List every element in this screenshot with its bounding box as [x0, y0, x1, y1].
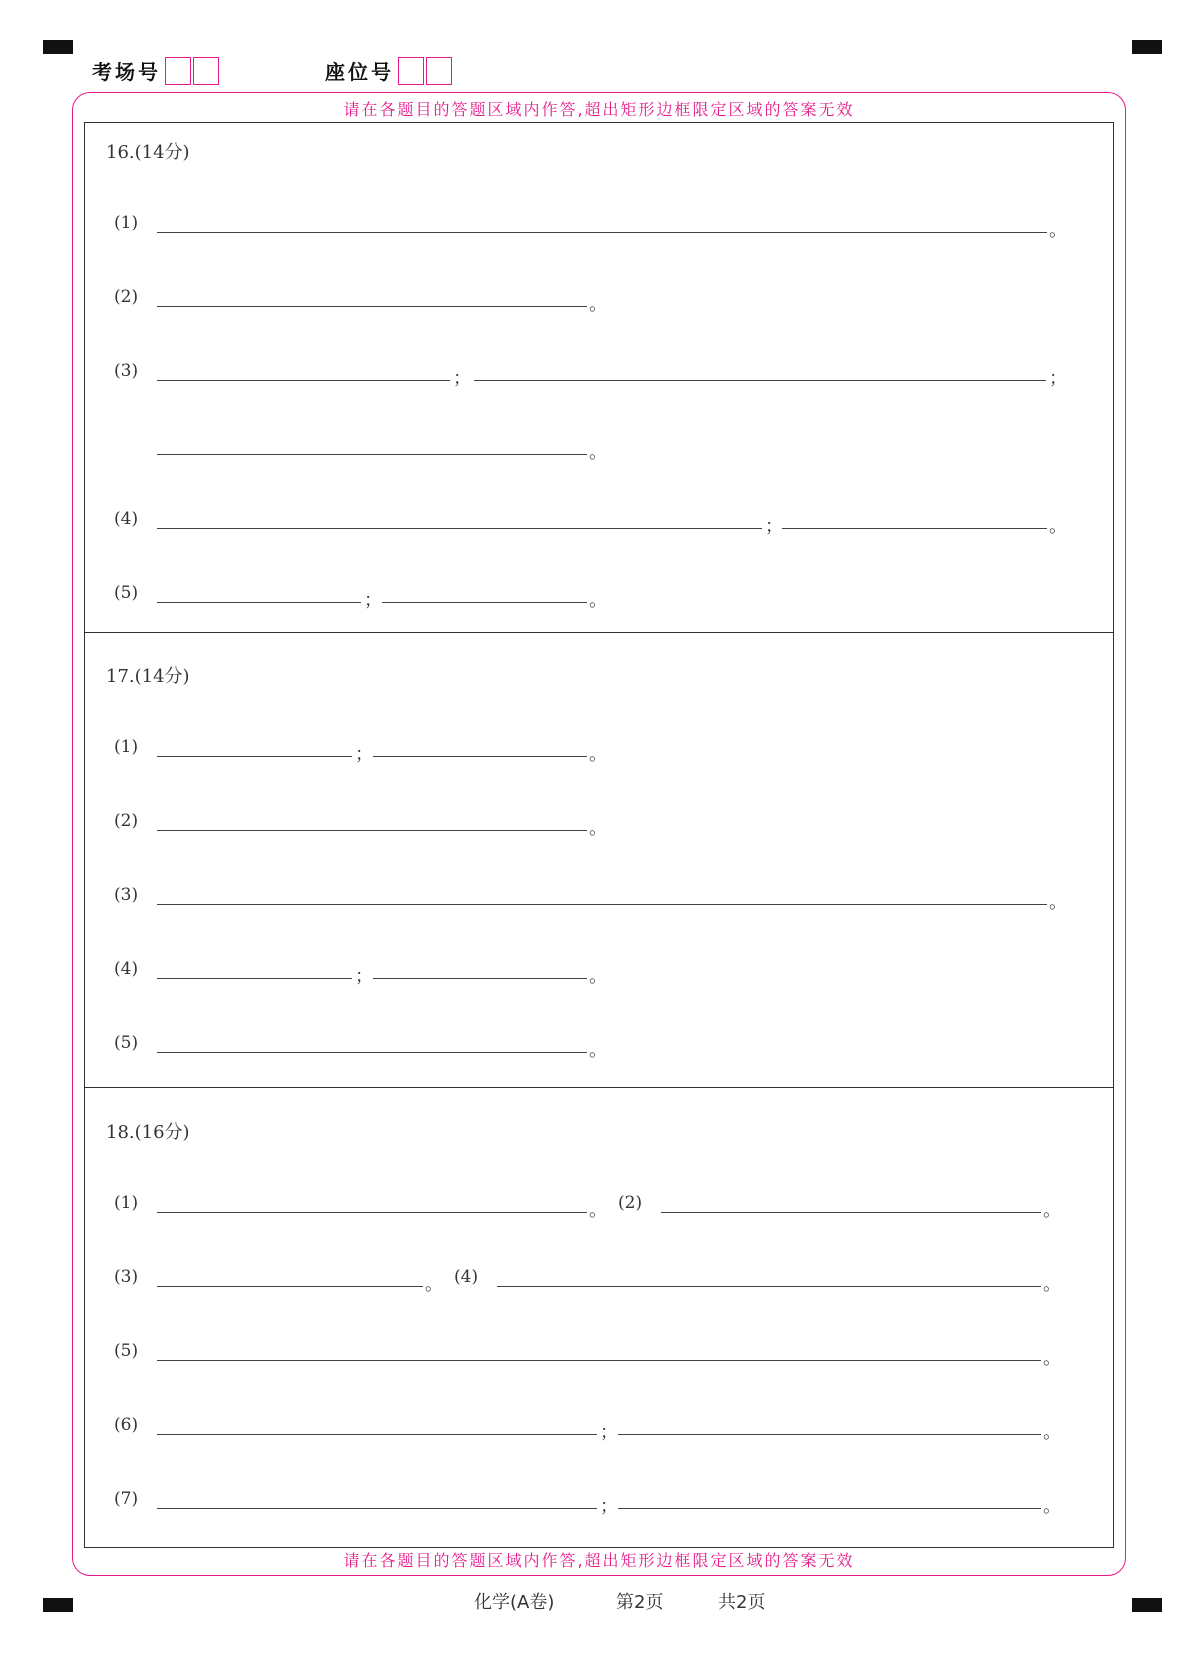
part-label: (3): [114, 885, 139, 905]
punctuation: ；: [355, 966, 373, 987]
answer-blank[interactable]: [618, 1508, 1041, 1509]
warning-top: 请在各题目的答题区域内作答,超出矩形边框限定区域的答案无效: [343, 100, 855, 119]
footer-subject: 化学(A卷): [474, 1592, 555, 1613]
punctuation: ；: [1049, 368, 1067, 389]
punctuation: 。: [1043, 1422, 1061, 1443]
punctuation: 。: [589, 294, 607, 315]
part-label: (2): [618, 1193, 643, 1213]
punctuation: 。: [589, 818, 607, 839]
answer-blank[interactable]: [373, 756, 587, 757]
answer-blank[interactable]: [382, 602, 587, 603]
part-label: (7): [114, 1489, 139, 1509]
warning-bottom: 请在各题目的答题区域内作答,超出矩形边框限定区域的答案无效: [343, 1551, 855, 1570]
corner-mark-bottom-right: [1132, 1598, 1162, 1612]
part-label: (5): [114, 1033, 139, 1053]
punctuation: 。: [589, 442, 607, 463]
punctuation: ；: [364, 590, 382, 611]
answer-blank[interactable]: [157, 756, 352, 757]
punctuation: ；: [765, 516, 783, 537]
part-label: (4): [114, 959, 139, 979]
punctuation: ；: [453, 368, 471, 389]
part-label: (4): [114, 509, 139, 529]
punctuation: ；: [355, 744, 373, 765]
answer-blank[interactable]: [157, 1434, 597, 1435]
punctuation: ；: [600, 1422, 618, 1443]
answer-blank[interactable]: [157, 528, 762, 529]
exam-room-digit-box[interactable]: [193, 57, 219, 85]
punctuation: 。: [589, 744, 607, 765]
answer-blank[interactable]: [373, 978, 587, 979]
answer-blank[interactable]: [157, 904, 1047, 905]
answer-blank[interactable]: [157, 978, 352, 979]
seat-digit-box[interactable]: [398, 57, 424, 85]
answer-blank[interactable]: [474, 380, 1046, 381]
section-divider: [84, 632, 1114, 633]
punctuation: 。: [589, 590, 607, 611]
exam-room-digit-box[interactable]: [165, 57, 191, 85]
punctuation: 。: [1043, 1496, 1061, 1517]
question-title: 17.(14分): [106, 666, 190, 687]
answer-blank[interactable]: [157, 1286, 423, 1287]
answer-blank[interactable]: [157, 1508, 597, 1509]
exam-room-field: [92, 56, 219, 85]
punctuation: ；: [600, 1496, 618, 1517]
footer-page: 第2页: [616, 1592, 664, 1613]
answer-blank[interactable]: [157, 306, 587, 307]
punctuation: 。: [1049, 516, 1067, 537]
part-label: (3): [114, 361, 139, 381]
answer-blank[interactable]: [157, 830, 587, 831]
punctuation: 。: [1049, 220, 1067, 241]
seat-field: [325, 56, 452, 85]
seat-label: 座位号: [325, 60, 394, 84]
part-label: (2): [114, 287, 139, 307]
punctuation: 。: [425, 1274, 443, 1295]
corner-mark-bottom-left: [43, 1598, 73, 1612]
answer-blank[interactable]: [661, 1212, 1041, 1213]
part-label: (5): [114, 1341, 139, 1361]
punctuation: 。: [1043, 1274, 1061, 1295]
answer-blank[interactable]: [157, 602, 361, 603]
seat-digit-box[interactable]: [426, 57, 452, 85]
part-label: (1): [114, 213, 139, 233]
part-label: (5): [114, 583, 139, 603]
answer-blank[interactable]: [157, 1052, 587, 1053]
answer-blank[interactable]: [157, 380, 450, 381]
answer-blank[interactable]: [618, 1434, 1041, 1435]
answer-blank[interactable]: [157, 1360, 1041, 1361]
punctuation: 。: [589, 1200, 607, 1221]
section-divider: [84, 1087, 1114, 1088]
part-label: (2): [114, 811, 139, 831]
punctuation: 。: [589, 1040, 607, 1061]
part-label: (3): [114, 1267, 139, 1287]
punctuation: 。: [1043, 1348, 1061, 1369]
part-label: (1): [114, 737, 139, 757]
answer-blank[interactable]: [157, 454, 587, 455]
part-label: (1): [114, 1193, 139, 1213]
answer-blank[interactable]: [782, 528, 1047, 529]
punctuation: 。: [589, 966, 607, 987]
footer-total: 共2页: [718, 1592, 766, 1613]
exam-room-label: 考场号: [92, 60, 161, 84]
corner-mark-top-right: [1132, 40, 1162, 54]
answer-blank[interactable]: [157, 232, 1047, 233]
question-title: 16.(14分): [106, 142, 190, 163]
punctuation: 。: [1049, 892, 1067, 913]
corner-mark-top-left: [43, 40, 73, 54]
part-label: (6): [114, 1415, 139, 1435]
answer-blank[interactable]: [497, 1286, 1041, 1287]
question-title: 18.(16分): [106, 1122, 190, 1143]
part-label: (4): [454, 1267, 479, 1287]
answer-blank[interactable]: [157, 1212, 587, 1213]
punctuation: 。: [1043, 1200, 1061, 1221]
